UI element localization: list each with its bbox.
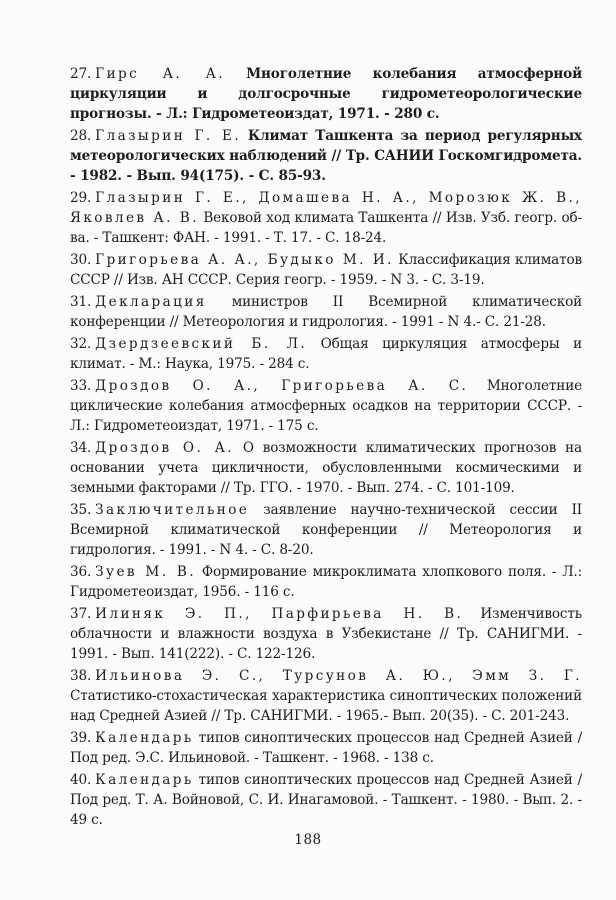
entry-text: Климат Ташкента за период регулярных метеорологических наблюдений // Тр. САНИИ Госкомгидромета. - 1982. - Вып. 94(175). - С. 85-93. xyxy=(70,128,582,184)
bibliography-entry-35 xyxy=(70,500,582,560)
bibliography-entry-40 xyxy=(70,770,582,830)
entry-number: 31. xyxy=(70,294,92,310)
entry-author: Календарь xyxy=(95,730,194,746)
entry-author: Дроздов О. А. xyxy=(95,440,235,456)
entry-author: Ильинова Э. С., Турсунов А. Ю., Эмм З. Г. xyxy=(95,668,582,684)
entry-number: 34. xyxy=(70,440,92,456)
entry-text: заявление научно-технической сессии II Всемирной климатической конференции // Метеорология и гидрология. - 1991. - N 4. - С. 8-20. xyxy=(70,502,583,558)
entry-text: Многолетние колебания атмосферной циркуляции и долгосрочные гидрометеорологические прогнозы. - Л.: Гидрометеоиздат, 1971. - 280 с. xyxy=(70,66,583,122)
entry-text: Многолетние циклические колебания атмосферных осадков на территории СССР. - Л.: Гидрометеоиздат, 1971. - 175 с. xyxy=(70,378,583,434)
entry-text: Формирование микроклимата хлопкового поля. - Л.: Гидрометеоиздат, 1956. - 116 с. xyxy=(70,564,583,600)
entry-text: О возможности климатических прогнозов на основании учета цикличности, обусловленными космическими и земными факторами // Тр. ГГО. - 1970. - Вып. 274. - С. 101-109. xyxy=(70,440,583,496)
bibliography-entry-39 xyxy=(70,728,582,768)
entry-author: Зуев М. В. xyxy=(95,564,196,580)
entry-number: 32. xyxy=(70,336,92,352)
entry-number: 38. xyxy=(70,668,92,684)
entry-number: 36. xyxy=(70,564,92,580)
entry-author: Дзердзеевский Б. Л. xyxy=(95,336,308,352)
entry-author: Илиняк Э. П., Парфирьева Н. В. xyxy=(95,606,464,622)
entry-number: 40. xyxy=(70,772,92,788)
entry-author: Дроздов О. А., Григорьева А. С. xyxy=(95,378,469,394)
entry-number: 39. xyxy=(70,730,92,746)
entry-text: типов синоптических процессов над Средней Азией / Под ред. Э.С. Ильиновой. - Ташкент. - 1968. - 138 с. xyxy=(70,730,583,766)
entry-author: Декларация xyxy=(95,294,207,310)
entry-text: Вековой ход климата Ташкента // Изв. Узб. геогр. об-ва. - Ташкент: ФАН. - 1991. - Т. 17. - С. 18-24. xyxy=(70,210,582,246)
entry-number: 37. xyxy=(70,606,92,622)
entry-number: 27. xyxy=(70,66,92,82)
bibliography-entry-29 xyxy=(70,188,582,248)
entry-number: 35. xyxy=(70,502,92,518)
entry-author: Глазырин Г. Е., Домашева Н. А., Морозюк Ж. В., Яковлев А. В. xyxy=(70,190,582,226)
bibliography-entry-38 xyxy=(70,666,582,726)
bibliography-entry-31 xyxy=(70,292,582,332)
bibliography-entry-37 xyxy=(70,604,582,664)
bibliography-list xyxy=(70,64,582,832)
entry-number: 30. xyxy=(70,252,92,268)
entry-text: Изменчивость облачности и влажности воздуха в Узбекистане // Тр. САНИГМИ. - 1991. - Вып. 141(222). - С. 122-126. xyxy=(70,606,582,662)
entry-text: министров II Всемирной климатической конференции // Метеорология и гидрология. - 1991 - N 4.- С. 21-28. xyxy=(70,294,583,330)
entry-author: Григорьева А. А., Будыко М. И. xyxy=(95,252,394,268)
bibliography-entry-30 xyxy=(70,250,582,290)
entry-text: Статистико-стохастическая характеристика синоптических положений над Средней Азией // Тр. САНИГМИ. - 1965.- Вып. 20(35). - С. 201-243. xyxy=(70,688,582,724)
entry-number: 33. xyxy=(70,378,92,394)
bibliography-entry-28 xyxy=(70,126,582,186)
bibliography-entry-36 xyxy=(70,562,582,602)
bibliography-entry-33 xyxy=(70,376,582,436)
entry-author: Заключительное xyxy=(95,502,250,518)
entry-author: Календарь xyxy=(95,772,194,788)
bibliography-entry-34 xyxy=(70,438,582,498)
entry-number: 29. xyxy=(70,190,92,206)
entry-text: типов синоптических процессов над Средней Азией / Под ред. Т. А. Войновой, С. И. Инагамовой. - Ташкент. - 1980. - Вып. 2. - 49 с. xyxy=(70,772,583,828)
entry-number: 28. xyxy=(70,128,92,144)
bibliography-entry-32 xyxy=(70,334,582,374)
entry-text: Общая циркуляция атмосферы и климат. - М.: Наука, 1975. - 284 с. xyxy=(70,336,583,372)
bibliography-entry-27 xyxy=(70,64,582,124)
entry-author: Гирс А. А. xyxy=(95,66,226,82)
entry-author: Глазырин Г. Е. xyxy=(95,128,242,144)
entry-text: Классификация климатов СССР // Изв. АН СССР. Серия геогр. - 1959. - N 3. - С. 3-19. xyxy=(70,252,583,288)
page-number: 188 xyxy=(294,832,322,848)
